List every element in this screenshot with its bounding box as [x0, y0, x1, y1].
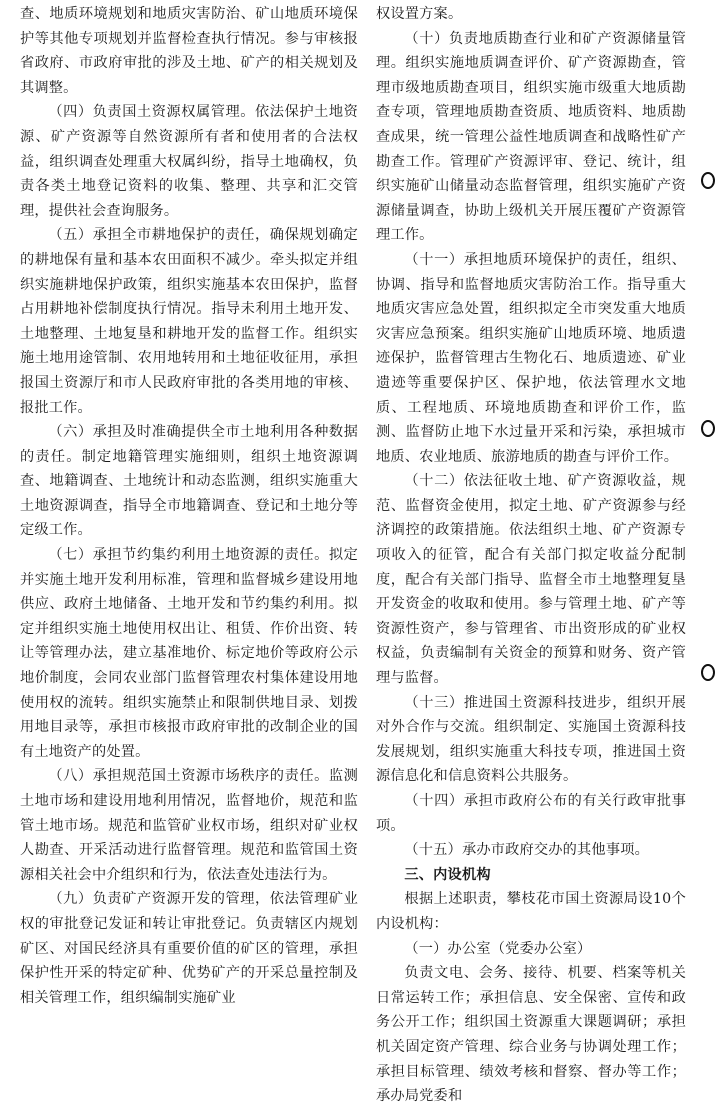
paragraph: 根据上述职责，攀枝花市国土资源局设10个内设机构：: [376, 891, 686, 932]
paragraph: （十五）承办市政府交办的其他事项。: [404, 842, 649, 859]
paragraph: （五）承担全市耕地保护的责任，确保规划确定的耕地保有量和基本农田面积不减少。牵头拟定并组织实施耕地保护政策，组织实施基本农田保护，监督占用耕地补偿制度执行情况。指导未利用土地开发、土地整理、土地复垦和耕地开发的监督工作。组织实施土地用途管制、农用地转用和土地征收征用，承担报国土资源厅和市人民政府审批的各类用地的审核、报批工作。: [20, 227, 358, 416]
section-heading: 三、内设机构: [404, 866, 491, 883]
paragraph: （十三）推进国土资源科技进步，组织开展对外合作与交流。组织制定、实施国土资源科技发展规划，组织实施重大科技专项，推进国土资源信息化和信息资料公共服务。: [376, 694, 686, 785]
left-text-column: [20, 2, 358, 1010]
paragraph: 负责文电、会务、接待、机要、档案等机关日常运转工作；承担信息、安全保密、宣传和政务公开工作；组织国土资源重大课题调研；承担机关固定资产管理、综合业务与协调处理工作；承担目标管理、绩效考核和督察、督办等工作；承办局党委和: [376, 965, 686, 1105]
paragraph: （九）负责矿产资源开发的管理，依法管理矿业权的审批登记发证和转让审批登记。负责辖区内规划矿区、对国民经济具有重要价值的矿区的管理，承担保护性开采的特定矿种、优势矿产的开采总量控制及相关管理工作，组织编制实施矿业: [20, 891, 358, 1006]
paragraph: （十四）承担市政府公布的有关行政审批事项。: [376, 793, 686, 834]
paragraph: （十二）依法征收土地、矿产资源收益，规范、监督资金使用，拟定土地、矿产资源参与经济调控的政策措施。依法组织土地、矿产资源专项收入的征管，配合有关部门拟定收益分配制度，配合有关部门指导、监督全市土地整理复垦开发资金的收取和使用。参与管理土地、矿产等资源性资产，参与管理省、市出资形成的矿业权权益，负责编制有关资金的预算和财务、资产管理与监督。: [376, 473, 686, 687]
paragraph: （十一）承担地质环境保护的责任，组织、协调、指导和监督地质灾害防治工作。指导重大地质灾害应急处置，组织拟定全市突发重大地质灾害应急预案。组织实施矿山地质环境、地质遗迹保护，监督管理古生物化石、地质遗迹、矿业遗迹等重要保护区、保护地，依法管理水文地质、工程地质、环境地质勘查和评价工作，监测、监督防止地下水过量开采和污染，承担城市地质、农业地质、旅游地质的勘查与评价工作。: [376, 251, 686, 465]
paragraph: 查、地质环境规划和地质灾害防治、矿山地质环境保护等其他专项规划并监督检查执行情况。参与审核报省政府、市政府审批的涉及土地、矿产的相关规划及其调整。: [20, 6, 358, 96]
paragraph: （六）承担及时准确提供全市土地利用各种数据的责任。制定地籍管理实施细则，组织土地资源调查、地籍调查、土地统计和动态监测，组织实施重大土地资源调查，指导全市地籍调查、登记和土地分等定级工作。: [20, 424, 358, 539]
paragraph: （十）负责地质勘查行业和矿产资源储量管理。组织实施地质调查评价、矿产资源勘查，管理市级地质勘查项目，组织实施市级重大地质勘查专项，管理地质勘查资质、地质资料、地质勘查成果，统一管理公益性地质调查和战略性矿产勘查工作。管理矿产资源评审、登记、统计，组织实施矿山储量动态监督管理，组织实施矿产资源储量调查，协助上级机关开展压覆矿产资源管理工作。: [376, 30, 686, 244]
subsection-title: （一）办公室（党委办公室）: [404, 940, 592, 957]
binding-hole-icon: [701, 172, 715, 189]
paragraph: （七）承担节约集约利用土地资源的责任。拟定并实施土地开发利用标准，管理和监督城乡建设用地供应、政府土地储备、土地开发和节约集约利用。拟定并组织实施土地使用权出让、租赁、作价出资、转让等管理办法，建立基准地价、标定地价等政府公示地价制度，会同农业部门监督管理农村集体建设用地使用权的流转。组织实施禁止和限制供地目录、划拨用地目录等，承担市核报市政府审批的改制企业的国有土地资产的处置。: [20, 547, 358, 760]
right-text-column: [376, 2, 686, 1109]
paragraph: （八）承担规范国土资源市场秩序的责任。监测土地市场和建设用地利用情况，监督地价，规范和监管土地市场。规范和监管矿业权市场，组织对矿业权人勘查、开采活动进行监督管理。规范和监管国土资源相关社会中介组织和行为，依法查处违法行为。: [20, 768, 358, 883]
binding-hole-icon: [701, 420, 715, 437]
binding-hole-icon: [701, 664, 715, 681]
paragraph: （四）负责国土资源权属管理。依法保护土地资源、矿产资源等自然资源所有者和使用者的合法权益，组织调查处理重大权属纠纷，指导土地确权，负责各类土地登记资料的收集、整理、共享和汇交管理，提供社会查询服务。: [20, 104, 358, 219]
paragraph: 权设置方案。: [376, 6, 463, 22]
